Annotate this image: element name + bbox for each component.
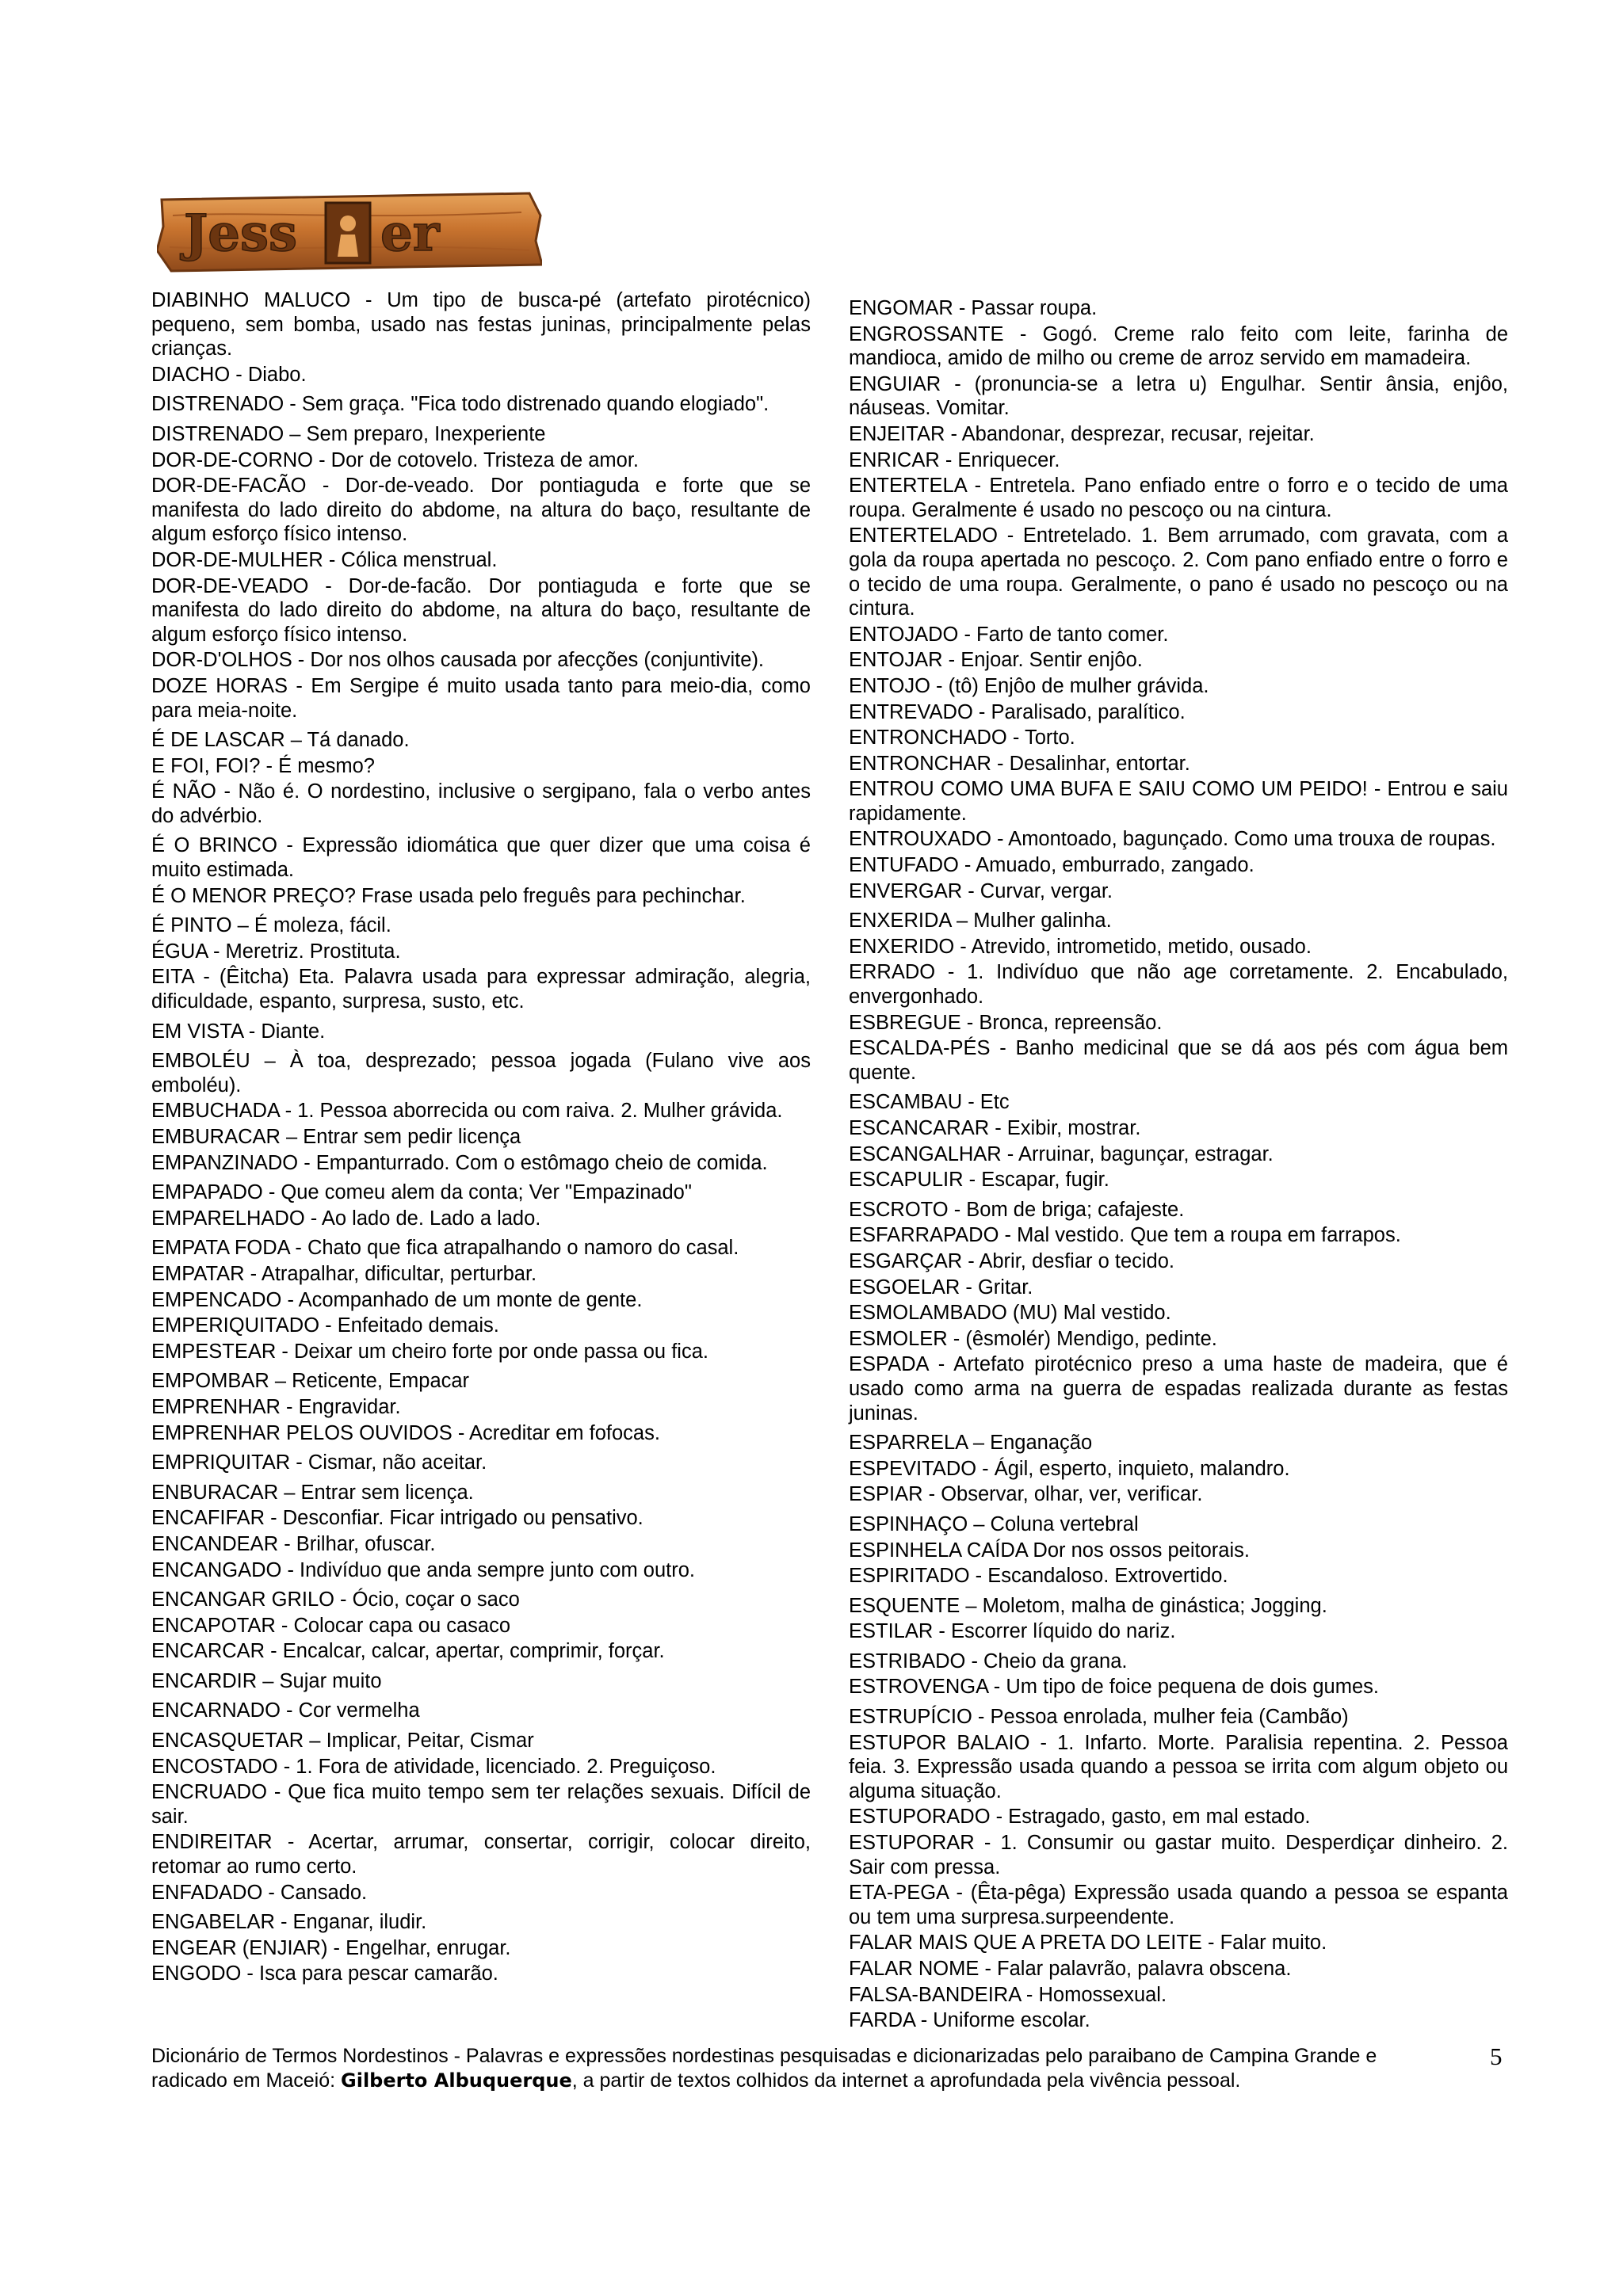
left-column <box>151 288 811 1988</box>
dictionary-entry: ENFADADO - Cansado. <box>151 1881 368 1904</box>
logo-alt-text: Jessier <box>157 192 160 193</box>
dictionary-entry: ESGARÇAR - Abrir, desfiar o tecido. <box>849 1249 1174 1272</box>
dictionary-entry: ENBURACAR – Entrar sem licença. <box>151 1481 474 1504</box>
dictionary-entry: EMPATA FODA - Chato que fica atrapalhando o namoro do casal. <box>151 1237 739 1260</box>
dictionary-entry: ENTOJAR - Enjoar. Sentir enjôo. <box>849 649 1143 672</box>
dictionary-entry: ESTUPORAR - 1. Consumir ou gastar muito. Desperdiçar dinheiro. 2. Sair com pressa. <box>849 1832 1508 1878</box>
dictionary-entry: ENCARNADO - Cor vermelha <box>151 1699 420 1722</box>
dictionary-entry: ÉGUA - Meretriz. Prostituta. <box>151 940 401 963</box>
dictionary-entry: DISTRENADO - Sem graça. "Fica todo distrenado quando elogiado". <box>151 393 769 416</box>
dictionary-entry: EMBUCHADA - 1. Pessoa aborrecida ou com raiva. 2. Mulher grávida. <box>151 1100 783 1123</box>
dictionary-entry: ENCANGAR GRILO - Ócio, coçar o saco <box>151 1589 520 1611</box>
dictionary-entry: ESCROTO - Bom de briga; cafajeste. <box>849 1198 1185 1221</box>
dictionary-entry: ESTUPOR BALAIO - 1. Infarto. Morte. Paralisia repentina. 2. Pessoa feia. 3. Expressão usada quando a pessoa se irrita com algum objeto ou alguma situação. <box>849 1731 1508 1802</box>
dictionary-entry: DOR-D'OLHOS - Dor nos olhos causada por afecções (conjuntivite). <box>151 649 765 672</box>
dictionary-entry: ESCANCARAR - Exibir, mostrar. <box>849 1117 1141 1139</box>
dictionary-entry: DOR-DE-MULHER - Cólica menstrual. <box>151 548 498 571</box>
dictionary-entry: ESPINHAÇO – Coluna vertebral <box>849 1512 1139 1535</box>
dictionary-entry: ENCAPOTAR - Colocar capa ou casaco <box>151 1614 511 1637</box>
dictionary-entry: DOR-DE-FACÃO - Dor-de-veado. Dor pontiaguda e forte que se manifesta do lado direito do abdome, na altura do baço, resultante de algum esforço físico intenso. <box>151 475 811 546</box>
dictionary-entry: É PINTO – É moleza, fácil. <box>151 914 391 937</box>
dictionary-entry: ENGABELAR - Enganar, iludir. <box>151 1911 427 1934</box>
dictionary-entry: EMPAPADO - Que comeu alem da conta; Ver "Empazinado" <box>151 1181 692 1204</box>
dictionary-entry: ESGOELAR - Gritar. <box>849 1276 1033 1299</box>
dictionary-entry: ENRICAR - Enriquecer. <box>849 448 1060 471</box>
dictionary-entry: EMPANZINADO - Empanturrado. Com o estômago cheio de comida. <box>151 1151 768 1174</box>
dictionary-entry: ENGOMAR - Passar roupa. <box>849 297 1098 319</box>
dictionary-entry: ESTRIBADO - Cheio da grana. <box>849 1650 1128 1672</box>
dictionary-entry: ENTRONCHADO - Torto. <box>849 727 1075 749</box>
footer-author: Gilberto Albuquerque <box>341 2069 572 2092</box>
dictionary-entry: É O BRINCO - Expressão idiomática que quer dizer que uma coisa é muito estimada. <box>151 834 811 882</box>
dictionary-entry: EITA - (Êitcha) Eta. Palavra usada para expressar admiração, alegria, dificuldade, espanto, surpresa, susto, etc. <box>151 966 811 1013</box>
dictionary-entry: FALAR MAIS QUE A PRETA DO LEITE - Falar muito. <box>849 1932 1327 1955</box>
dictionary-entry: ENCRUADO - Que fica muito tempo sem ter relações sexuais. Difícil de sair. <box>151 1781 811 1828</box>
dictionary-entry: EMPENCADO - Acompanhado de um monte de gente. <box>151 1288 643 1311</box>
logo-text: Jess <box>184 204 298 263</box>
dictionary-entry: ESBREGUE - Bronca, repreensão. <box>849 1011 1163 1034</box>
dictionary-entry: ENTERTELADO - Entretelado. 1. Bem arrumado, com gravata, com a gola da roupa apertada no pescoço. 2. Com pano enfiado entre o forro e o tecido de uma roupa. Geralmente, o pano é usado no pescoço ou na cintura. <box>849 524 1508 620</box>
jessier-logo <box>157 192 542 274</box>
dictionary-entry: EMPOMBAR – Reticente, Empacar <box>151 1370 470 1393</box>
dictionary-entry: EMBOLÉU – À toa, desprezado; pessoa jogada (Fulano vive aos emboléu). <box>151 1050 811 1097</box>
dictionary-entry: FALSA-BANDEIRA - Homossexual. <box>849 1983 1167 2006</box>
dictionary-entry: É NÃO - Não é. O nordestino, inclusive o sergipano, fala o verbo antes do advérbio. <box>151 780 811 827</box>
dictionary-entry: FARDA - Uniforme escolar. <box>849 2009 1090 2032</box>
dictionary-entry: ESPEVITADO - Ágil, esperto, inquieto, malandro. <box>849 1457 1290 1480</box>
dictionary-entry: ESTRUPÍCIO - Pessoa enrolada, mulher feia (Cambão) <box>849 1706 1349 1729</box>
dictionary-entry: ENCAFIFAR - Desconfiar. Ficar intrigado ou pensativo. <box>151 1507 643 1530</box>
dictionary-entry: ENGODO - Isca para pescar camarão. <box>151 1962 498 1985</box>
right-column <box>849 296 1508 2035</box>
dictionary-entry: ENTROUXADO - Amontoado, bagunçado. Como uma trouxa de roupas. <box>849 828 1496 851</box>
dictionary-entry: ESCAMBAU - Etc <box>849 1091 1010 1114</box>
dictionary-entry: ESFARRAPADO - Mal vestido. Que tem a roupa em farrapos. <box>849 1224 1401 1247</box>
dictionary-entry: ENDIREITAR - Acertar, arrumar, consertar, corrigir, colocar direito, retomar ao rumo certo. <box>151 1831 811 1878</box>
dictionary-entry: ENTROU COMO UMA BUFA E SAIU COMO UM PEIDO! - Entrou e saiu rapidamente. <box>849 778 1508 825</box>
dictionary-entry: ESPADA - Artefato pirotécnico preso a uma haste de madeira, que é usado como arma na guerra de espadas realizada durante as festas juninas. <box>849 1353 1508 1425</box>
dictionary-entry: EMPESTEAR - Deixar um cheiro forte por onde passa ou fica. <box>151 1340 708 1363</box>
dictionary-entry: ENCARCAR - Encalcar, calcar, apertar, comprimir, forçar. <box>151 1640 665 1663</box>
dictionary-entry: ESPINHELA CAÍDA Dor nos ossos peitorais. <box>849 1539 1250 1562</box>
dictionary-entry: ENGROSSANTE - Gogó. Creme ralo feito com leite, farinha de mandioca, amido de milho ou creme de arroz servido em mamadeira. <box>849 322 1508 370</box>
dictionary-entry: FALAR NOME - Falar palavrão, palavra obscena. <box>849 1958 1292 1980</box>
dictionary-entry: ESTILAR - Escorrer líquido do nariz. <box>849 1620 1176 1643</box>
dictionary-entry: DOR-DE-CORNO - Dor de cotovelo. Tristeza de amor. <box>151 448 640 471</box>
logo-text-tail: er <box>380 204 440 263</box>
dictionary-entry: ESMOLAMBADO (MU) Mal vestido. <box>849 1302 1171 1325</box>
dictionary-entry: ENXERIDA – Mulher galinha. <box>849 910 1112 933</box>
dictionary-entry: ENCASQUETAR – Implicar, Peitar, Cismar <box>151 1730 534 1753</box>
dictionary-entry: ESTUPORADO - Estragado, gasto, em mal estado. <box>849 1806 1311 1829</box>
footer-text: Dicionário de Termos Nordestinos - Palavras e expressões nordestinas pesquisadas e dicionarizadas pelo paraibano de Campina Grande e radicado em Maceió: <box>151 2045 1377 2092</box>
dictionary-entry: EMPRIQUITAR - Cismar, não aceitar. <box>151 1451 487 1474</box>
dictionary-entry: ENGEAR (ENJIAR) - Engelhar, enrugar. <box>151 1936 511 1959</box>
dictionary-entry: ENTOJO - (tô) Enjôo de mulher grávida. <box>849 674 1209 697</box>
dictionary-entry: ENTOJADO - Farto de tanto comer. <box>849 623 1169 646</box>
dictionary-entry: ESPARRELA – Enganação <box>849 1432 1093 1455</box>
dictionary-entry: DOR-DE-VEADO - Dor-de-facão. Dor pontiaguda e forte que se manifesta do lado direito do abdome, na altura do baço, resultante de algum esforço físico intenso. <box>151 574 811 646</box>
dictionary-entry: ERRADO - 1. Indivíduo que não age corretamente. 2. Encabulado, envergonhado. <box>849 961 1508 1009</box>
dictionary-entry: ENJEITAR - Abandonar, desprezar, recusar, rejeitar. <box>849 422 1315 445</box>
dictionary-entry: ENTUFADO - Amuado, emburrado, zangado. <box>849 854 1254 877</box>
dictionary-entry: ENCOSTADO - 1. Fora de atividade, licenciado. 2. Preguiçoso. <box>151 1755 716 1778</box>
dictionary-entry: EMPERIQUITADO - Enfeitado demais. <box>151 1314 499 1337</box>
dictionary-entry: ESQUENTE – Moletom, malha de ginástica; Jogging. <box>849 1594 1327 1617</box>
dictionary-entry: ETA-PEGA - (Êta-pêga) Expressão usada quando a pessoa se espanta ou tem uma surpresa.surpeendente. <box>849 1882 1508 1928</box>
dictionary-entry: ESTROVENGA - Um tipo de foice pequena de dois gumes. <box>849 1676 1380 1699</box>
dictionary-entry: EMPARELHADO - Ao lado de. Lado a lado. <box>151 1207 541 1230</box>
dictionary-entry: EMPATAR - Atrapalhar, dificultar, perturbar. <box>151 1262 537 1285</box>
dictionary-entry: EM VISTA - Diante. <box>151 1020 326 1043</box>
page-footer <box>151 2044 1451 2093</box>
dictionary-entry: DISTRENADO – Sem preparo, Inexperiente <box>151 422 546 445</box>
page-number: 5 <box>1490 2042 1503 2070</box>
dictionary-entry: ENGUIAR - (pronuncia-se a letra u) Engulhar. Sentir ânsia, enjôo, náuseas. Vomitar. <box>849 372 1508 420</box>
dictionary-entry: ENVERGAR - Curvar, vergar. <box>849 879 1113 902</box>
dictionary-entry: ESCANGALHAR - Arruinar, bagunçar, estragar. <box>849 1142 1274 1165</box>
dictionary-entry: DIACHO - Diabo. <box>151 363 307 386</box>
dictionary-entry: É DE LASCAR – Tá danado. <box>151 729 410 752</box>
dictionary-entry: ESCALDA-PÉS - Banho medicinal que se dá aos pés com água bem quente. <box>849 1037 1508 1084</box>
footer-text-end: , a partir de textos colhidos da internet a aprofundada pela vivência pessoal. <box>571 2069 1241 2092</box>
dictionary-entry: ENTRONCHAR - Desalinhar, entortar. <box>849 752 1190 775</box>
dictionary-entry: ESPIRITADO - Escandaloso. Extrovertido. <box>849 1565 1228 1588</box>
dictionary-entry: ENCANGADO - Indivíduo que anda sempre junto com outro. <box>151 1558 695 1581</box>
dictionary-entry: ESMOLER - (êsmolér) Mendigo, pedinte. <box>849 1327 1217 1350</box>
dictionary-entry: ESPIAR - Observar, olhar, ver, verificar. <box>849 1483 1203 1506</box>
dictionary-entry: DOZE HORAS - Em Sergipe é muito usada tanto para meio-dia, como para meia-noite. <box>151 674 811 722</box>
dictionary-entry: ENCANDEAR - Brilhar, ofuscar. <box>151 1532 436 1555</box>
dictionary-entry: E FOI, FOI? - É mesmo? <box>151 754 375 777</box>
dictionary-entry: ESCAPULIR - Escapar, fugir. <box>849 1169 1109 1192</box>
dictionary-entry: EMBURACAR – Entrar sem pedir licença <box>151 1126 521 1148</box>
dictionary-entry: ENXERIDO - Atrevido, intrometido, metido, ousado. <box>849 935 1312 958</box>
dictionary-entry: DIABINHO MALUCO - Um tipo de busca-pé (artefato pirotécnico) pequeno, sem bomba, usado nas festas juninas, principalmente pelas crianças. <box>151 289 811 360</box>
dictionary-entry: É O MENOR PREÇO? Frase usada pelo freguês para pechinchar. <box>151 884 746 907</box>
dictionary-entry: EMPRENHAR - Engravidar. <box>151 1395 401 1418</box>
dictionary-entry: ENTERTELA - Entretela. Pano enfiado entre o forro e o tecido de uma roupa. Geralmente é usado no pescoço ou na cintura. <box>849 475 1508 521</box>
dictionary-entry: ENTREVADO - Paralisado, paralítico. <box>849 700 1186 723</box>
dictionary-entry: EMPRENHAR PELOS OUVIDOS - Acreditar em fofocas. <box>151 1421 660 1444</box>
dictionary-entry: ENCARDIR – Sujar muito <box>151 1669 382 1692</box>
